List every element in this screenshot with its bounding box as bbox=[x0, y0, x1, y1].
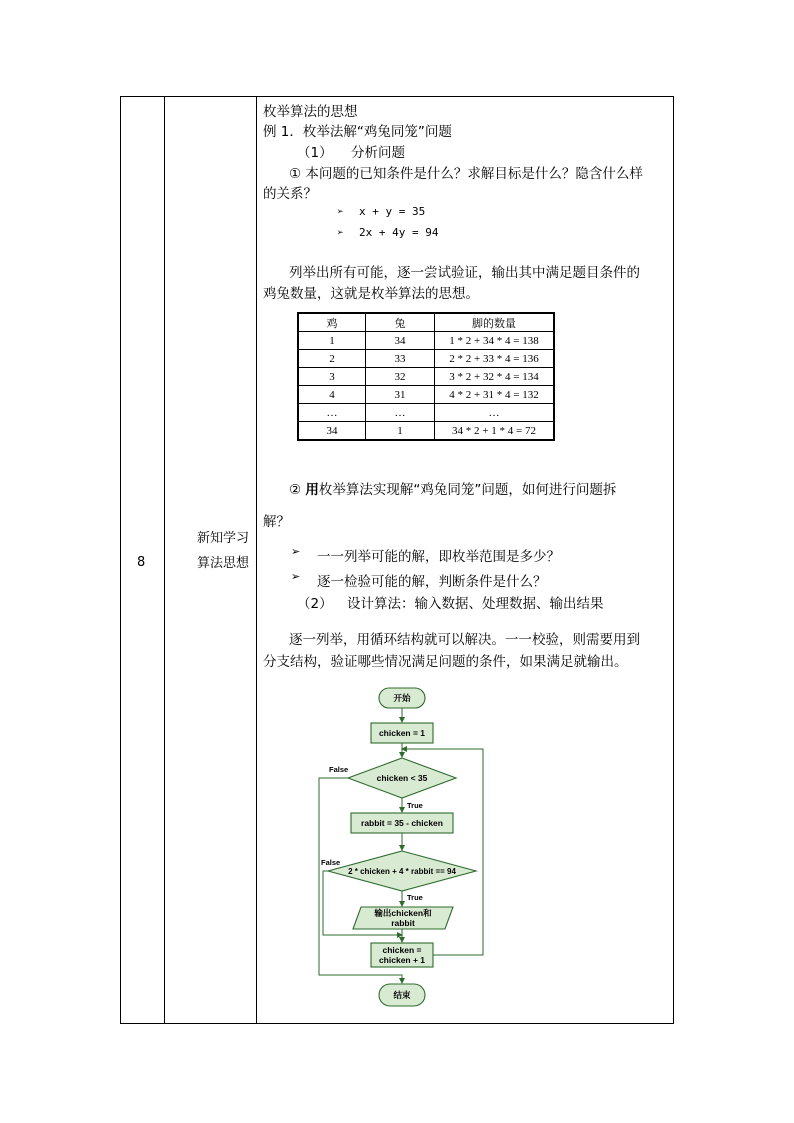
example-title: 例 1．枚举法解“鸡兔同笼”问题 bbox=[263, 124, 452, 140]
table-cell: 4 bbox=[298, 386, 366, 404]
equation-2: 2x + 4y = 94 bbox=[359, 226, 439, 239]
increment-label-line1: chicken = bbox=[382, 945, 422, 955]
bullet-2: 逐一检验可能的解，判断条件是什么？ bbox=[317, 574, 547, 590]
table-cell: 33 bbox=[366, 350, 435, 368]
question1-line2: 的关系？ bbox=[263, 186, 317, 202]
table-cell: 34 bbox=[298, 422, 366, 441]
table-cell: 1 * 2 + 34 * 4 = 138 bbox=[435, 332, 555, 350]
table-cell: 34 * 2 + 1 * 4 = 72 bbox=[435, 422, 555, 441]
question2-line1: ② 用枚举算法实现解“鸡兔同笼”问题，如何进行问题拆 bbox=[289, 482, 617, 498]
table-cell: 3 * 2 + 32 * 4 = 134 bbox=[435, 368, 555, 386]
table-cell: … bbox=[366, 404, 435, 422]
bullet-arrow-icon: ➢ bbox=[291, 570, 301, 583]
lesson-table bbox=[120, 96, 674, 1024]
table-cell: 32 bbox=[366, 368, 435, 386]
section-heading: 枚举算法的思想 bbox=[263, 104, 358, 120]
table-header-row bbox=[298, 313, 554, 332]
table-cell: 4 * 2 + 31 * 4 = 132 bbox=[435, 386, 555, 404]
table-row bbox=[298, 368, 554, 386]
equation-1: x + y = 35 bbox=[359, 205, 426, 218]
false-label-1: False bbox=[329, 765, 349, 774]
paragraph1-line2: 鸡兔数量，这就是枚举算法的思想。 bbox=[263, 286, 479, 302]
output-label-line2: rabbit bbox=[391, 918, 415, 928]
table-cell: 31 bbox=[366, 386, 435, 404]
stage-line-1: 新知学习 bbox=[196, 531, 249, 546]
table-row bbox=[298, 386, 554, 404]
table-cell: 2 * 2 + 33 * 4 = 136 bbox=[435, 350, 555, 368]
step2-title: 设计算法：输入数据、处理数据、输出结果 bbox=[347, 596, 604, 612]
step1-title: 分析问题 bbox=[351, 145, 405, 161]
table-cell: 34 bbox=[366, 332, 435, 350]
init-label: chicken = 1 bbox=[378, 728, 426, 738]
table-header-cell: 鸡 bbox=[298, 313, 366, 332]
output-label-line1: 输出chicken和 bbox=[374, 908, 432, 918]
table-row bbox=[298, 404, 554, 422]
table-row bbox=[298, 422, 554, 441]
calc-label: rabbit = 35 - chicken bbox=[361, 818, 443, 828]
bullet-1: 一一列举可能的解，即枚举范围是多少？ bbox=[317, 549, 560, 565]
cond1-label: chicken < 35 bbox=[376, 773, 428, 783]
step1-number: （1） bbox=[297, 145, 333, 161]
table-cell: … bbox=[435, 404, 555, 422]
paragraph2-line2: 分支结构，验证哪些情况满足问题的条件，如果满足就输出。 bbox=[263, 654, 628, 670]
cond2-label: 2 * chicken + 4 * rabbit == 94 bbox=[348, 867, 456, 876]
table-row bbox=[298, 350, 554, 368]
table-cell: 3 bbox=[298, 368, 366, 386]
bullet-arrow-icon: ➢ bbox=[337, 226, 344, 239]
question1-line1: ① 本问题的已知条件是什么？求解目标是什么？隐含什么样 bbox=[289, 166, 643, 182]
false-label-2: False bbox=[321, 858, 341, 867]
paragraph1-line1: 列举出所有可能，逐一尝试验证，输出其中满足题目条件的 bbox=[289, 265, 640, 281]
true-label-1: True bbox=[407, 801, 423, 810]
question2-line2: 解？ bbox=[263, 514, 290, 530]
bullet-arrow-icon: ➢ bbox=[291, 545, 301, 558]
table-header-cell: 兔 bbox=[366, 313, 435, 332]
stage-line-2: 算法思想 bbox=[196, 556, 249, 571]
paragraph2-line1: 逐一列举，用循环结构就可以解决。一一校验，则需要用到 bbox=[289, 632, 640, 648]
row-number: 8 bbox=[137, 555, 146, 570]
table-cell: 1 bbox=[366, 422, 435, 441]
increment-label-line2: chicken + 1 bbox=[378, 955, 426, 965]
column-divider-1 bbox=[164, 97, 165, 1023]
enumeration-table bbox=[297, 312, 555, 441]
step2-number: （2） bbox=[297, 596, 333, 612]
table-row bbox=[298, 332, 554, 350]
table-cell: … bbox=[298, 404, 366, 422]
table-cell: 1 bbox=[298, 332, 366, 350]
start-label: 开始 bbox=[393, 693, 411, 703]
bullet-arrow-icon: ➢ bbox=[337, 205, 344, 218]
end-label: 结束 bbox=[393, 990, 411, 1000]
table-cell: 2 bbox=[298, 350, 366, 368]
true-label-2: True bbox=[407, 893, 423, 902]
table-header-cell: 脚的数量 bbox=[435, 313, 555, 332]
algorithm-flowchart bbox=[311, 683, 511, 1013]
